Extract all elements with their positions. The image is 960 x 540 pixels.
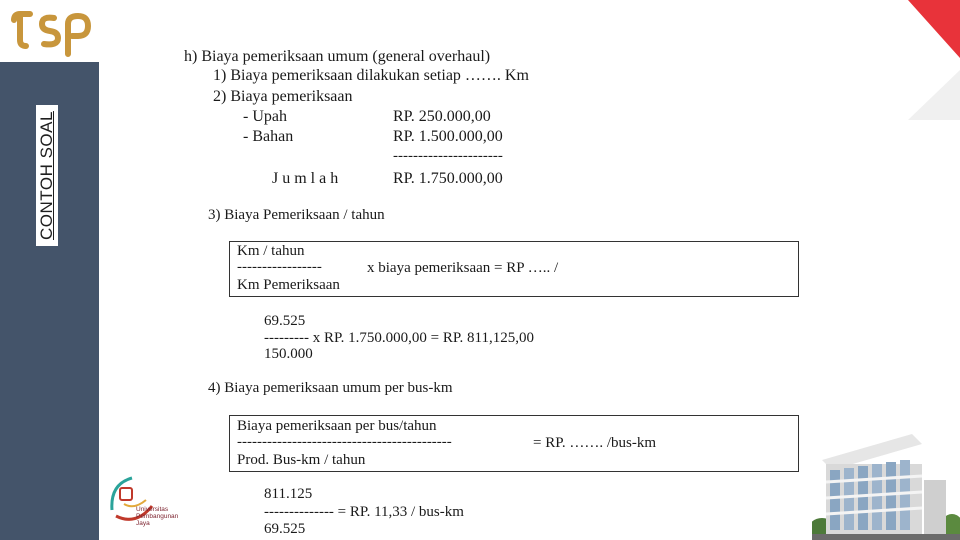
section-h-title: h) Biaya pemeriksaan umum (general overhaul) [184,48,491,65]
calc1-line: --------- x RP. 1.750.000,00 = RP. 811,125,00 [264,330,534,346]
box2-formula: = RP. ……. /bus-km [533,435,657,451]
box2-denominator: Prod. Bus-km / tahun [237,452,366,468]
university-name-line3: Jaya [136,520,150,527]
calc1-numerator: 69.525 [264,313,306,329]
sum-separator: ---------------------- [393,148,503,164]
box1-formula: x biaya pemeriksaan = RP ….. / [367,260,559,276]
item-4: 4) Biaya pemeriksaan umum per bus-km [208,380,453,396]
item-2: 2) Biaya pemeriksaan [213,88,353,105]
sidebar-title-text: CONTOH SOAL [36,105,58,246]
calc1-denominator: 150.000 [264,346,313,362]
upah-label: - Upah [243,108,287,125]
university-name-line2: Pembangunan [136,513,179,520]
box1-numerator: Km / tahun [237,243,305,259]
calc2-denominator: 69.525 [264,521,306,537]
formula-box-1 [229,241,799,297]
box1-fraction-line: ----------------- [237,259,322,275]
upah-value: RP. 250.000,00 [393,108,491,125]
box1-denominator: Km Pemeriksaan [237,277,340,293]
calc2-line: -------------- = RP. 11,33 / bus-km [264,504,464,520]
box2-numerator: Biaya pemeriksaan per bus/tahun [237,418,437,434]
formula-box-2 [229,415,799,472]
box2-fraction-line: ------------------------------------------- [237,434,452,450]
calc2-numerator: 811.125 [264,486,313,502]
jumlah-label: J u m l a h [272,170,339,187]
item-3: 3) Biaya Pemeriksaan / tahun [208,207,385,223]
item-1: 1) Biaya pemeriksaan dilakukan setiap ……. Km [213,67,529,84]
bahan-value: RP. 1.500.000,00 [393,128,503,145]
university-name-line1: Universitas [136,506,169,513]
jumlah-value: RP. 1.750.000,00 [393,170,503,187]
bahan-label: - Bahan [243,128,294,145]
